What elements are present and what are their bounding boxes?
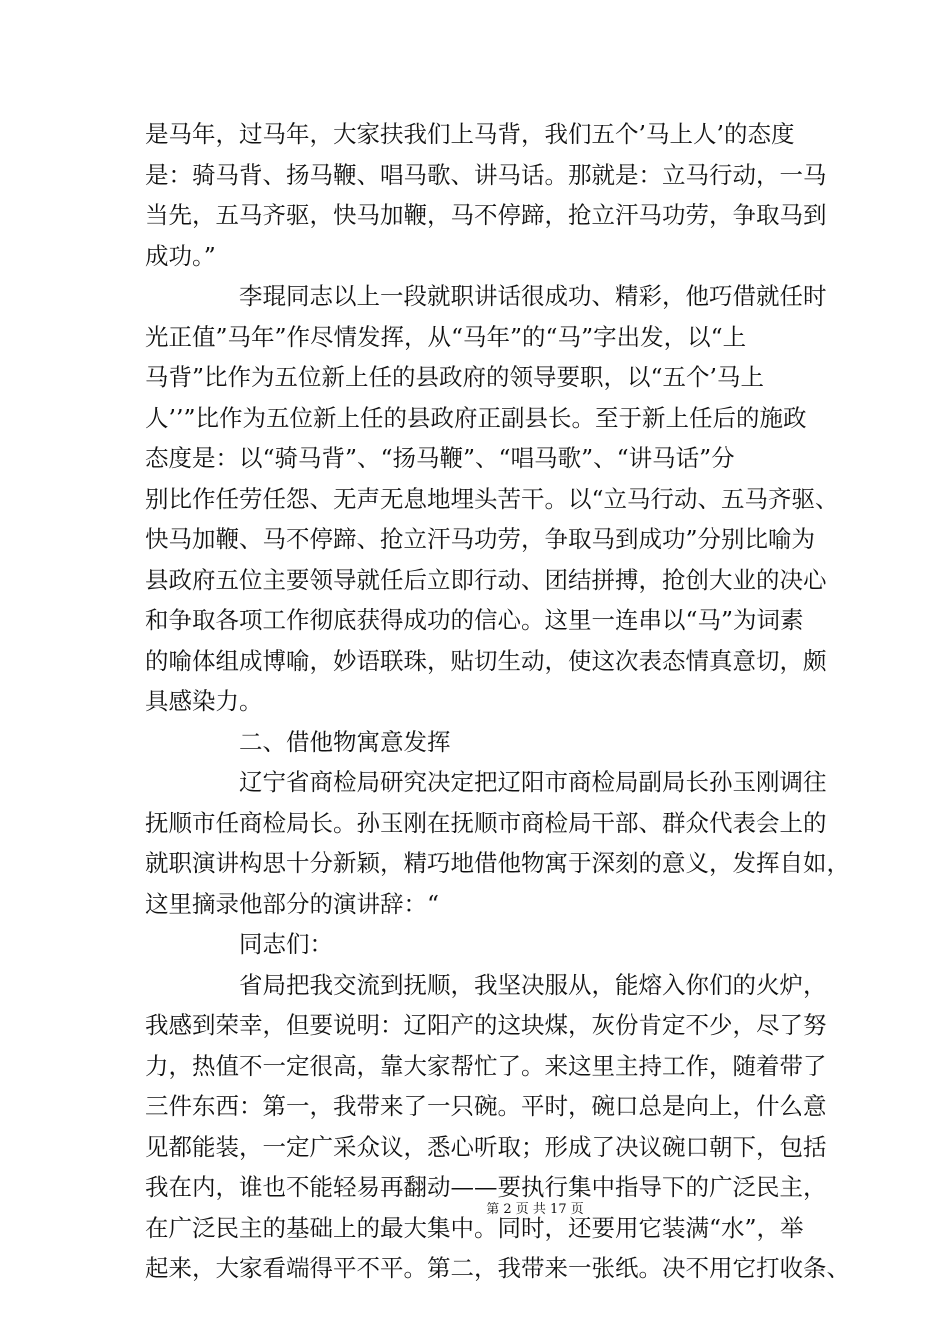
text-line: 态度是：以“骑马背”、“扬马鞭”、“唱马歌”、“讲马话”分 [145,444,735,472]
text-line: 的喻体组成博喻，妙语联珠，贴切生动，使这次表态情真意切，颇 [145,646,827,675]
text-line: 成功。” [145,241,216,270]
text-line: 我感到荣幸，但要说明：辽阳产的这块煤，灰份肯定不少，尽了努 [145,1011,827,1039]
text-line: 我在内，谁也不能轻易再翻动——要执行集中指导下的广泛民主， [145,1173,827,1201]
text-line: 是：骑马背、扬马鞭、唱马歌、讲马话。那就是：立马行动，一马 [145,160,827,189]
text-line: 是马年，过马年，大家扶我们上马背，我们五个’马上人’的态度 [145,120,795,148]
text-line: 抚顺市任商检局长。孙玉刚在抚顺市商检局干部、群众代表会上的 [145,808,827,837]
text-line: 马背”比作为五位新上任的县政府的领导要职，以“五个’马上 [145,363,764,391]
section-heading: 二、借他物寓意发挥 [239,727,451,756]
text-line: 和争取各项工作彻底获得成功的信心。这里一连串以“马”为词素 [145,606,804,634]
text-line: 起来，大家看端得平不平。第二，我带来一张纸。决不用它打收条、 [145,1254,850,1282]
text-line: 辽宁省商检局研究决定把辽阳市商检局副局长孙玉刚调往 [239,768,827,796]
text-line: 这里摘录他部分的演讲辞：“ [145,889,440,918]
text-line: 人’’”比作为五位新上任的县政府正副县长。至于新上任后的施政 [145,403,807,432]
text-line: 省局把我交流到抚顺，我坚决服从，能熔入你们的火炉， [239,970,827,999]
text-line: 快马加鞭、马不停蹄、抢立汗马功劳，争取马到成功”分别比喻为 [145,525,816,553]
body-text [145,114,850,1289]
text-line: 别比作任劳任怨、无声无息地埋头苦干。以“立马行动、五马齐驱、 [145,484,839,513]
salutation-line: 同志们： [239,930,333,958]
text-line: 当先，五马齐驱，快马加鞭，马不停蹄，抢立汗马功劳，争取马到 [145,201,827,229]
text-line: 三件东西：第一，我带来了一只碗。平时，碗口总是向上，什么意 [145,1092,827,1120]
text-line: 县政府五位主要领导就任后立即行动、团结拼搏，抢创大业的决心 [145,565,827,594]
text-line: 见都能装，一定广采众议，悉心听取；形成了决议碗口朝下，包括 [145,1132,827,1161]
text-line: 在广泛民主的基础上的最大集中。同时，还要用它装满“水”，举 [145,1213,804,1242]
text-line: 就职演讲构思十分新颖，精巧地借他物寓于深刻的意义，发挥自如， [145,849,850,877]
text-line: 力，热值不一定很高，靠大家帮忙了。来这里主持工作，随着带了 [145,1051,827,1080]
page-number-footer: 第 2 页 共 17 页 [486,1202,584,1217]
text-line: 李琨同志以上一段就职讲话很成功、精彩，他巧借就任时 [239,282,827,310]
text-line: 光正值”马年”作尽情发挥，从“马年”的“马”字出发，以“上 [145,322,747,351]
text-line: 具感染力。 [145,687,263,715]
